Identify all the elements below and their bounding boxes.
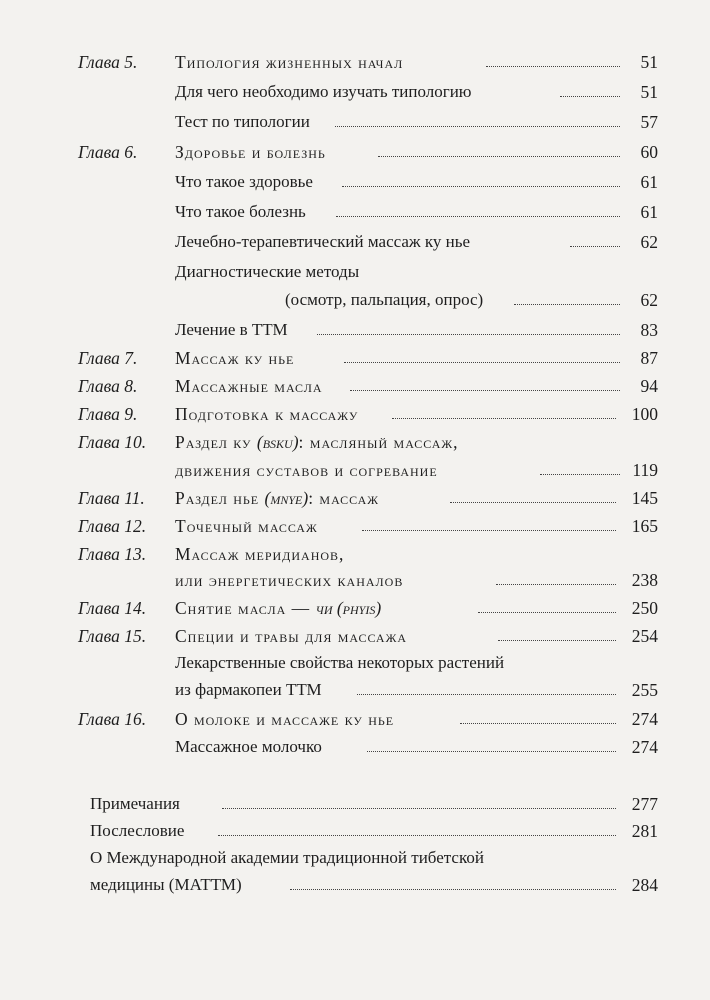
toc-entry bbox=[0, 427, 710, 457]
toc-entry bbox=[0, 455, 710, 485]
page-number: 145 bbox=[631, 488, 658, 508]
toc-entry bbox=[0, 483, 710, 513]
toc-entry bbox=[0, 167, 710, 197]
entry-title: Массаж ку нье bbox=[175, 348, 295, 368]
entry-title: О молоке и массаже ку нье bbox=[175, 709, 395, 729]
page-number: 51 bbox=[640, 52, 658, 72]
entry-title: Лечебно-терапевтический массаж ку нье bbox=[175, 232, 471, 251]
page-number: 255 bbox=[631, 680, 658, 700]
toc-entry bbox=[0, 870, 710, 900]
entry-title: медицины (МАТТМ) bbox=[90, 875, 242, 894]
chapter-label: Глава 15. bbox=[78, 626, 147, 646]
entry-title: Подготовка к массажу bbox=[175, 404, 359, 424]
toc-entry bbox=[0, 77, 710, 107]
chapter-label: Глава 8. bbox=[78, 376, 138, 396]
entry-title-part: Раздел ку bbox=[175, 432, 257, 452]
entry-title bbox=[175, 427, 458, 457]
page-number: 250 bbox=[631, 598, 658, 618]
toc-entry bbox=[0, 621, 710, 651]
page-number: 238 bbox=[631, 570, 658, 590]
dot-leader bbox=[450, 502, 616, 503]
toc-entry bbox=[0, 315, 710, 345]
dot-leader bbox=[290, 889, 616, 890]
entry-title: Лечение в ТТМ bbox=[175, 320, 288, 339]
page-number: 62 bbox=[640, 232, 658, 252]
toc-entry bbox=[0, 816, 710, 846]
page-number: 165 bbox=[631, 516, 658, 536]
toc-entry bbox=[0, 565, 710, 595]
toc-entry bbox=[0, 137, 710, 167]
dot-leader bbox=[362, 530, 616, 531]
chapter-label: Глава 13. bbox=[78, 544, 147, 564]
chapter-label: Глава 7. bbox=[78, 348, 138, 368]
entry-title: Специи и травы для массажа bbox=[175, 626, 407, 646]
entry-title: Массажные масла bbox=[175, 376, 323, 396]
entry-title bbox=[175, 483, 379, 513]
entry-title: Диагностические методы bbox=[175, 262, 360, 281]
toc-entry bbox=[0, 257, 710, 287]
chapter-label: Глава 11. bbox=[78, 488, 145, 508]
chapter-label: Глава 16. bbox=[78, 709, 147, 729]
toc-entry bbox=[0, 789, 710, 819]
chapter-label: Глава 12. bbox=[78, 516, 147, 536]
dot-leader bbox=[335, 126, 620, 127]
chapter-label: Глава 10. bbox=[78, 432, 147, 452]
dot-leader bbox=[460, 723, 616, 724]
dot-leader bbox=[218, 835, 616, 836]
entry-title bbox=[175, 593, 381, 623]
toc-entry bbox=[0, 593, 710, 623]
entry-title: Здоровье и болезнь bbox=[175, 142, 326, 162]
page-number: 274 bbox=[631, 737, 658, 757]
entry-title: Для чего необходимо изучать типологию bbox=[175, 82, 472, 101]
entry-title-transliteration: (mnye) bbox=[264, 488, 309, 508]
entry-title: (осмотр, пальпация, опрос) bbox=[285, 290, 484, 309]
dot-leader bbox=[392, 418, 616, 419]
chapter-label: Глава 14. bbox=[78, 598, 147, 618]
page-number: 87 bbox=[640, 348, 658, 368]
page-number: 281 bbox=[631, 821, 658, 841]
toc-entry bbox=[0, 843, 710, 873]
page-number: 62 bbox=[640, 290, 658, 310]
entry-title: Массажное молочко bbox=[175, 737, 322, 756]
chapter-label: Глава 5. bbox=[78, 52, 138, 72]
page-number: 277 bbox=[631, 794, 658, 814]
page-number: 284 bbox=[631, 875, 658, 895]
entry-title: Точечный массаж bbox=[175, 516, 318, 536]
toc-entry bbox=[0, 107, 710, 137]
entry-title-transliteration: (bsku) bbox=[256, 432, 299, 452]
page-number: 57 bbox=[640, 112, 658, 132]
entry-title: Что такое болезнь bbox=[175, 202, 306, 221]
toc-entry bbox=[0, 285, 710, 315]
entry-title: Лекарственные свойства некоторых растений bbox=[175, 653, 505, 672]
entry-title-part: : массаж bbox=[308, 488, 379, 508]
entry-title: Что такое здоровье bbox=[175, 172, 313, 191]
entry-title: из фармакопеи ТТМ bbox=[175, 680, 322, 699]
entry-title: Массаж меридианов, bbox=[175, 544, 345, 564]
toc-entry bbox=[0, 732, 710, 762]
page-number: 274 bbox=[631, 709, 658, 729]
dot-leader bbox=[357, 694, 616, 695]
dot-leader bbox=[478, 612, 616, 613]
dot-leader bbox=[378, 156, 620, 157]
toc-entry bbox=[0, 371, 710, 401]
dot-leader bbox=[344, 362, 620, 363]
page-number: 60 bbox=[640, 142, 658, 162]
entry-title: О Международной академии традиционной тибетской bbox=[90, 848, 484, 867]
toc-entry bbox=[0, 648, 710, 678]
toc-entry bbox=[0, 704, 710, 734]
page-number: 254 bbox=[631, 626, 658, 646]
toc-entry bbox=[0, 511, 710, 541]
page-number: 61 bbox=[640, 172, 658, 192]
toc-entry bbox=[0, 399, 710, 429]
toc-entry bbox=[0, 197, 710, 227]
page-number: 51 bbox=[640, 82, 658, 102]
dot-leader bbox=[317, 334, 620, 335]
toc-entry bbox=[0, 343, 710, 373]
entry-title-part: Снятие масла — bbox=[175, 598, 316, 618]
toc-entry bbox=[0, 675, 710, 705]
page-number: 94 bbox=[640, 376, 658, 396]
dot-leader bbox=[367, 751, 616, 752]
entry-title: движения суставов и согревание bbox=[175, 460, 438, 480]
entry-title: или энергетических каналов bbox=[175, 570, 404, 590]
dot-leader bbox=[336, 216, 620, 217]
page-number: 119 bbox=[632, 460, 658, 480]
entry-title: Послесловие bbox=[90, 821, 185, 840]
dot-leader bbox=[342, 186, 620, 187]
page-number: 100 bbox=[631, 404, 658, 424]
page-number: 61 bbox=[640, 202, 658, 222]
entry-title: Типология жизненных начал bbox=[175, 52, 404, 72]
entry-title-transliteration: чи (phyis) bbox=[315, 598, 382, 618]
dot-leader bbox=[350, 390, 620, 391]
page-number: 83 bbox=[640, 320, 658, 340]
toc-entry bbox=[0, 47, 710, 77]
chapter-label: Глава 6. bbox=[78, 142, 138, 162]
entry-title: Примечания bbox=[90, 794, 180, 813]
toc-entry bbox=[0, 227, 710, 257]
dot-leader bbox=[222, 808, 616, 809]
entry-title-part: : масляный массаж, bbox=[298, 432, 459, 452]
entry-title-part: Раздел нье bbox=[175, 488, 265, 508]
chapter-label: Глава 9. bbox=[78, 404, 138, 424]
entry-title: Тест по типологии bbox=[175, 112, 310, 131]
